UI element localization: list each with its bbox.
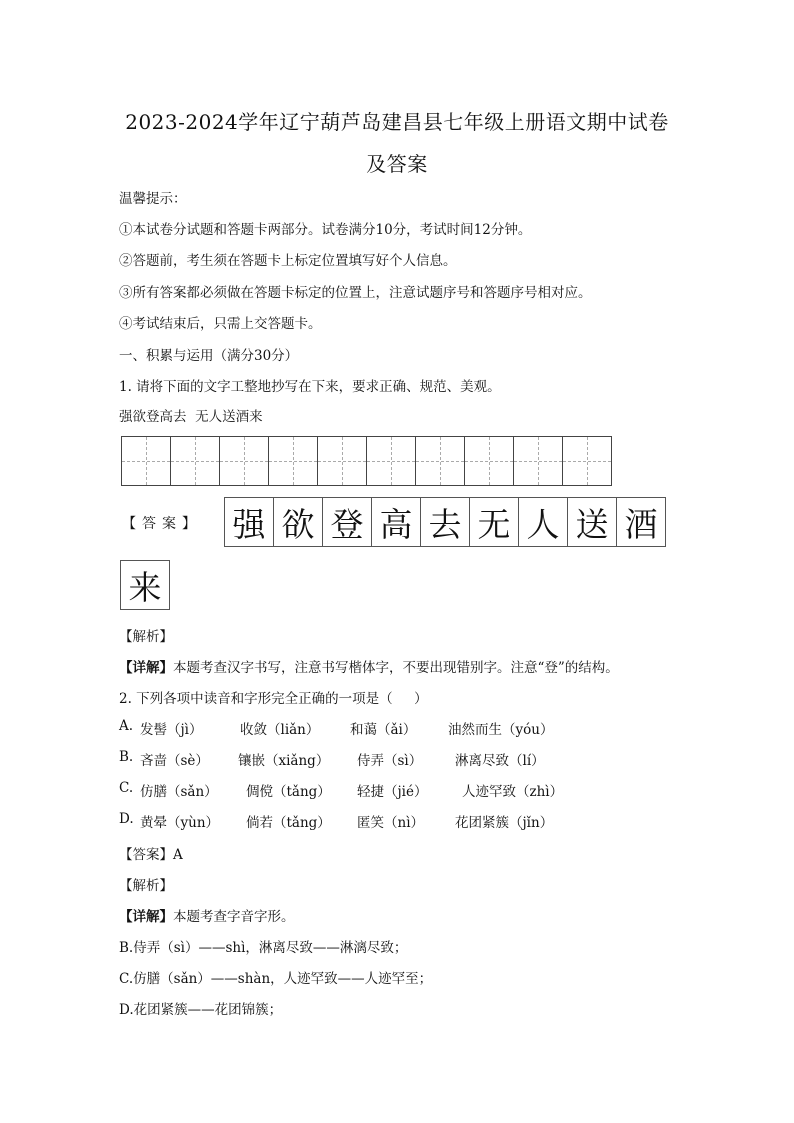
detail-tag: 【详解】 [119,909,173,925]
correction-line: D.花团紧簇——花团锦簇； [119,1002,283,1018]
grid-cell [122,437,171,485]
option-word: 黄晕（yùn） [140,815,220,831]
detail-tag: 【详解】 [119,660,173,676]
grid-cell [367,437,416,485]
answer-char: 欲 [274,498,323,546]
answer-handwriting-row2 [120,560,170,610]
question-1-detail [119,656,619,676]
answer-handwriting-row1 [224,497,666,547]
notice-item: ①本试卷分试题和答题卡两部分。试卷满分10分，考试时间12分钟。 [119,222,532,238]
option-word: 淋离尽致（lí） [455,753,545,769]
notice-heading: 温馨提示： [119,191,187,207]
option-word: 收敛（liǎn） [240,722,320,738]
option-letter: B. [119,749,134,765]
option-word: 发髻（jì） [140,722,203,738]
grid-cell [514,437,563,485]
section-heading: 一、积累与运用（满分30分） [119,348,299,364]
question-2-stem: 2. 下列各项中读音和字形完全正确的一项是（ ） [119,691,428,707]
notice-item: ③所有答案都必须做在答题卡标定的位置上，注意试题序号和答题序号相对应。 [119,285,592,301]
option-word: 倜傥（tǎng） [246,784,331,800]
answer-char: 无 [470,498,519,546]
option-word: 仿膳（sǎn） [140,784,218,800]
option-word: 油然而生（yóu） [448,722,554,738]
answer-label: 【答案】 [122,516,202,532]
grid-cell [563,437,612,485]
option-word: 镶嵌（xiǎng） [238,753,330,769]
option-word: 花团紧簇（jǐn） [455,815,554,831]
question-1-stem: 1. 请将下面的文字工整地抄写在下来，要求正确、规范、美观。 [119,379,501,395]
option-word: 倘若（tǎng） [246,815,331,831]
correction-line: C.仿膳（sǎn）——shàn，人迹罕致——人迹罕至； [119,971,433,987]
option-letter: A. [119,718,134,734]
answer-char: 来 [121,561,170,609]
option-letter: C. [119,780,134,796]
answer-char: 去 [421,498,470,546]
option-word: 人迹罕致（zhì） [462,784,564,800]
notice-item: ②答题前，考生须在答题卡上标定位置填写好个人信息。 [119,253,457,269]
question-2-answer: 【答案】A [119,847,183,863]
answer-char: 人 [519,498,568,546]
answer-char: 酒 [617,498,666,546]
option-word: 轻捷（jié） [357,784,428,800]
answer-char: 登 [323,498,372,546]
option-word: 侍弄（sì） [357,753,423,769]
option-word: 和蔼（ǎi） [350,722,417,738]
grid-cell [269,437,318,485]
document-title-line2: 及答案 [366,152,428,176]
correction-line: B.侍弄（sì）——shì，淋离尽致——淋漓尽致； [119,940,408,956]
question-2-detail [119,905,295,925]
document-title-line1: 2023-2024学年辽宁葫芦岛建昌县七年级上册语文期中试卷 [125,110,669,134]
grid-cell [465,437,514,485]
grid-cell [318,437,367,485]
grid-cell [416,437,465,485]
answer-char: 强 [225,498,274,546]
answer-char: 高 [372,498,421,546]
analysis-label: 【解析】 [119,629,173,645]
analysis-label: 【解析】 [119,878,173,894]
option-word: 匿笑（nì） [357,815,425,831]
notice-item: ④考试结束后，只需上交答题卡。 [119,316,322,332]
option-letter: D. [119,811,134,827]
question-1-text: 强欲登高去 无人送酒来 [119,409,263,425]
option-word: 吝啬（sè） [140,753,209,769]
copy-writing-grid [121,436,612,486]
grid-cell [220,437,269,485]
answer-char: 送 [568,498,617,546]
detail-text: 本题考查字音字形。 [173,909,295,925]
detail-text: 本题考查汉字书写，注意书写楷体字，不要出现错别字。注意“登”的结构。 [173,660,619,676]
grid-cell [171,437,220,485]
